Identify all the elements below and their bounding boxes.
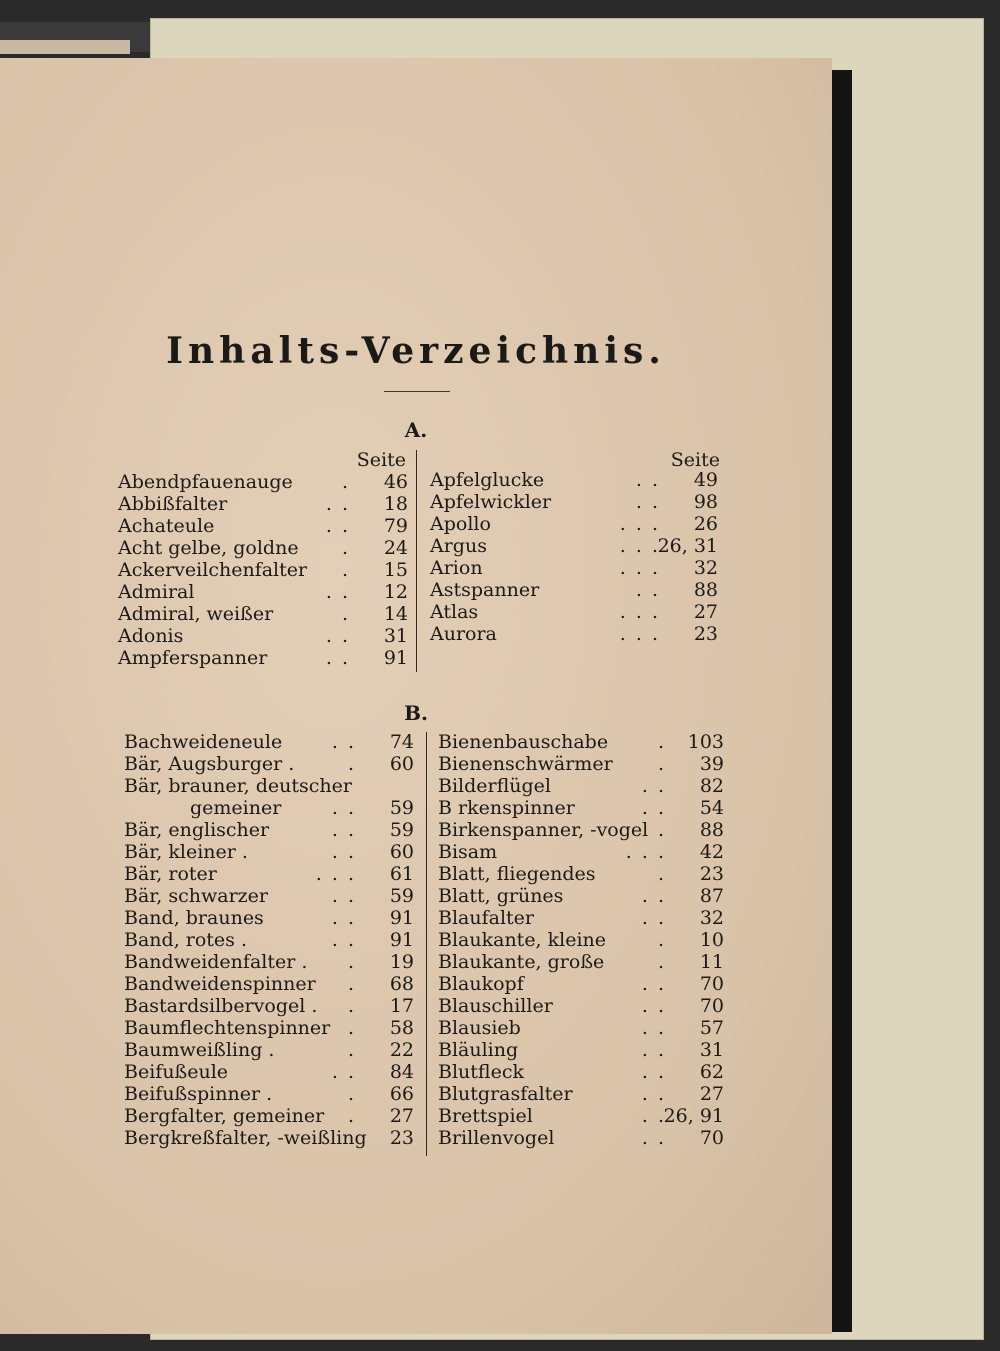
leader-dots: . . — [641, 775, 666, 797]
entry-name: Band, braunes — [124, 907, 264, 929]
entry-name: Atlas — [430, 601, 479, 623]
leader-dots: . . — [641, 885, 666, 907]
index-entry — [430, 491, 718, 513]
entry-name: Birkenspanner, -vogel — [438, 819, 649, 841]
section-letter-b: B. — [404, 701, 428, 725]
entry-page-number: 103 — [687, 731, 724, 753]
index-entry — [118, 581, 408, 603]
entry-page-number: 59 — [389, 819, 414, 841]
entry-page-number: 70 — [699, 973, 724, 995]
entry-page-number: 27 — [693, 601, 718, 623]
entry-name: Blaukante, kleine — [438, 929, 607, 951]
index-entry — [118, 493, 408, 515]
leader-dots: . . — [641, 1105, 666, 1127]
leader-dots: . . — [331, 929, 356, 951]
entry-page-number: 46 — [383, 471, 408, 493]
entry-page-number: 11 — [699, 951, 724, 973]
index-entry — [124, 1039, 414, 1061]
leader-dots: . . — [331, 731, 356, 753]
entry-page-number: 61 — [389, 863, 414, 885]
entry-page-number: 84 — [389, 1061, 414, 1083]
entry-name: Ackerveilchenfalter — [118, 559, 308, 581]
index-entry — [124, 841, 414, 863]
entry-name: Admiral — [118, 581, 195, 603]
entry-name: gemeiner — [190, 797, 282, 819]
entry-page-number: 26, 91 — [663, 1105, 724, 1127]
entry-name: Bachweideneule — [124, 731, 283, 753]
entry-name: Baumweißling . — [124, 1039, 275, 1061]
entry-page-number: 23 — [693, 623, 718, 645]
index-entry — [124, 1105, 414, 1127]
leader-dots: . . — [331, 885, 356, 907]
leader-dots: . — [347, 1083, 356, 1105]
entry-page-number: 91 — [389, 907, 414, 929]
entry-page-number: 27 — [699, 1083, 724, 1105]
index-entry — [118, 559, 408, 581]
leader-dots: . . — [641, 907, 666, 929]
entry-page-number: 17 — [389, 995, 414, 1017]
entry-name: Bienenbauschabe — [438, 731, 609, 753]
index-entry — [438, 753, 724, 775]
entry-name: Blaukante, große — [438, 951, 605, 973]
index-entry — [438, 775, 724, 797]
entry-page-number: 26 — [693, 513, 718, 535]
leader-dots: . — [341, 603, 350, 625]
section-b-left-list — [124, 731, 414, 1149]
index-entry — [124, 951, 414, 973]
entry-page-number: 74 — [389, 731, 414, 753]
index-entry — [124, 753, 414, 775]
entry-name: Aurora — [430, 623, 497, 645]
leader-dots: . — [347, 1039, 356, 1061]
entry-page-number: 88 — [693, 579, 718, 601]
leader-dots: . . — [325, 647, 350, 669]
entry-page-number: 42 — [699, 841, 724, 863]
index-entry — [438, 797, 724, 819]
entry-page-number: 98 — [693, 491, 718, 513]
entry-name: Bär, kleiner . — [124, 841, 248, 863]
entry-name: Brettspiel — [438, 1105, 533, 1127]
index-entry — [124, 1083, 414, 1105]
entry-page-number: 68 — [389, 973, 414, 995]
index-entry — [438, 1061, 724, 1083]
leader-dots: . . — [641, 1127, 666, 1149]
page-shadow — [830, 70, 852, 1332]
section-letter-a: A. — [404, 418, 428, 442]
index-entry — [438, 1127, 724, 1149]
entry-page-number: 82 — [699, 775, 724, 797]
leader-dots: . — [657, 731, 666, 753]
entry-name: Bilderflügel — [438, 775, 551, 797]
index-entry — [118, 471, 408, 493]
entry-name: Bär, schwarzer — [124, 885, 269, 907]
entry-name: Blutgrasfalter — [438, 1083, 573, 1105]
index-entry — [430, 623, 718, 645]
entry-page-number: 91 — [383, 647, 408, 669]
leader-dots: . . — [641, 1039, 666, 1061]
entry-page-number: 31 — [383, 625, 408, 647]
entry-page-number: 79 — [383, 515, 408, 537]
section-b-right-list — [438, 731, 724, 1149]
index-entry — [438, 1105, 724, 1127]
entry-page-number: 60 — [389, 753, 414, 775]
index-entry — [438, 973, 724, 995]
index-entry — [430, 513, 718, 535]
entry-name: Acht gelbe, goldne — [118, 537, 299, 559]
leader-dots: . — [657, 819, 666, 841]
entry-name: Blatt, fliegendes — [438, 863, 596, 885]
entry-page-number: 24 — [383, 537, 408, 559]
entry-name: Bläuling — [438, 1039, 519, 1061]
entry-page-number: 59 — [389, 797, 414, 819]
index-entry — [124, 863, 414, 885]
entry-name: Brillenvogel — [438, 1127, 555, 1149]
leader-dots: . — [347, 753, 356, 775]
index-entry — [124, 907, 414, 929]
index-entry — [430, 557, 718, 579]
entry-page-number: 14 — [383, 603, 408, 625]
index-entry — [438, 841, 724, 863]
entry-page-number: 32 — [693, 557, 718, 579]
entry-name: Arion — [430, 557, 483, 579]
leader-dots: . — [347, 973, 356, 995]
entry-page-number: 60 — [389, 841, 414, 863]
leader-dots: . — [347, 951, 356, 973]
index-entry — [118, 603, 408, 625]
entry-name: Bergkreßfalter, -weißling — [124, 1127, 367, 1149]
entry-name: Bisam — [438, 841, 498, 863]
leader-dots: . . . — [619, 535, 660, 557]
column-divider-b — [426, 732, 427, 1156]
index-entry — [430, 579, 718, 601]
leader-dots: . . — [635, 579, 660, 601]
leader-dots: . . — [325, 625, 350, 647]
entry-name: Adonis — [118, 625, 184, 647]
entry-page-number: 23 — [699, 863, 724, 885]
index-entry — [438, 863, 724, 885]
entry-name: Blaukopf — [438, 973, 524, 995]
entry-page-number: 57 — [699, 1017, 724, 1039]
index-entry — [430, 469, 718, 491]
entry-name: Bastardsilbervogel . — [124, 995, 318, 1017]
book-spine-strip — [0, 40, 130, 54]
title-rule — [384, 391, 450, 392]
entry-name: Achateule — [118, 515, 215, 537]
index-entry — [124, 995, 414, 1017]
index-entry — [438, 819, 724, 841]
page-title: Inhalts-Verzeichnis. — [166, 330, 666, 372]
leader-dots: . . . — [625, 841, 666, 863]
entry-page-number: 39 — [699, 753, 724, 775]
index-entry — [430, 601, 718, 623]
entry-page-number: 19 — [389, 951, 414, 973]
leader-dots: . . . — [619, 623, 660, 645]
index-entry — [438, 1083, 724, 1105]
entry-page-number: 88 — [699, 819, 724, 841]
entry-name: Blaufalter — [438, 907, 535, 929]
leader-dots: . — [341, 471, 350, 493]
entry-page-number: 70 — [699, 1127, 724, 1149]
index-entry — [118, 647, 408, 669]
entry-page-number: 10 — [699, 929, 724, 951]
entry-name: Argus — [430, 535, 487, 557]
entry-page-number: 62 — [699, 1061, 724, 1083]
entry-page-number: 18 — [383, 493, 408, 515]
leader-dots: . — [657, 951, 666, 973]
entry-page-number: 15 — [383, 559, 408, 581]
entry-page-number: 58 — [389, 1017, 414, 1039]
index-entry — [438, 951, 724, 973]
entry-page-number: 66 — [389, 1083, 414, 1105]
entry-name: Blutfleck — [438, 1061, 524, 1083]
entry-page-number: 23 — [389, 1127, 414, 1149]
entry-name: Astspanner — [430, 579, 540, 601]
leader-dots: . — [657, 863, 666, 885]
leader-dots: . . — [331, 907, 356, 929]
entry-name: Abbißfalter — [118, 493, 228, 515]
entry-page-number: 59 — [389, 885, 414, 907]
index-entry — [124, 797, 414, 819]
right-column-header: Seite — [670, 449, 720, 471]
entry-name: Apfelwickler — [430, 491, 552, 513]
index-entry — [124, 819, 414, 841]
leader-dots: . — [657, 929, 666, 951]
entry-page-number: 54 — [699, 797, 724, 819]
entry-page-number: 26, 31 — [657, 535, 718, 557]
leader-dots: . . — [325, 493, 350, 515]
index-entry — [438, 885, 724, 907]
leader-dots: . . . — [619, 601, 660, 623]
entry-page-number: 32 — [699, 907, 724, 929]
leader-dots: . . — [331, 819, 356, 841]
entry-name: Blatt, grünes — [438, 885, 564, 907]
leader-dots: . . . — [315, 863, 356, 885]
entry-page-number: 27 — [389, 1105, 414, 1127]
entry-name: Ampferspanner — [118, 647, 268, 669]
section-a-left-list — [118, 471, 408, 669]
leader-dots: . . — [325, 515, 350, 537]
entry-name: Band, rotes . — [124, 929, 247, 951]
entry-name: Apfelglucke — [430, 469, 545, 491]
leader-dots: . — [341, 537, 350, 559]
column-divider-a — [416, 450, 417, 672]
entry-name: B rkenspinner — [438, 797, 575, 819]
leader-dots: . . — [635, 491, 660, 513]
entry-name: Bandweidenfalter . — [124, 951, 308, 973]
index-entry — [118, 625, 408, 647]
leader-dots: . . . — [619, 557, 660, 579]
leader-dots: . . — [325, 581, 350, 603]
leader-dots: . . — [641, 973, 666, 995]
entry-name: Admiral, weißer — [118, 603, 274, 625]
entry-page-number: 12 — [383, 581, 408, 603]
left-column-header: Seite — [356, 449, 406, 471]
index-entry — [438, 731, 724, 753]
index-entry — [124, 1017, 414, 1039]
leader-dots: . . — [331, 1061, 356, 1083]
entry-name: Apollo — [430, 513, 491, 535]
index-entry — [438, 929, 724, 951]
leader-dots: . — [347, 1017, 356, 1039]
entry-name: Bär, Augsburger . — [124, 753, 295, 775]
entry-page-number: 91 — [389, 929, 414, 951]
entry-name: Bergfalter, gemeiner — [124, 1105, 325, 1127]
index-entry — [438, 1039, 724, 1061]
entry-page-number: 87 — [699, 885, 724, 907]
leader-dots: . — [341, 559, 350, 581]
entry-name: Bär, englischer — [124, 819, 270, 841]
entry-name: Blausieb — [438, 1017, 521, 1039]
index-entry — [118, 515, 408, 537]
leader-dots: . . — [641, 1083, 666, 1105]
index-entry — [438, 995, 724, 1017]
leader-dots: . . — [641, 1017, 666, 1039]
entry-name: Bandweidenspinner — [124, 973, 316, 995]
entry-page-number: 49 — [693, 469, 718, 491]
leader-dots: . . — [641, 797, 666, 819]
entry-name: Beifußspinner . — [124, 1083, 273, 1105]
index-entry — [438, 907, 724, 929]
leader-dots: . . — [641, 1061, 666, 1083]
leader-dots: . . — [331, 797, 356, 819]
leader-dots: . . — [331, 841, 356, 863]
book-page — [0, 58, 832, 1334]
index-entry — [124, 973, 414, 995]
leader-dots: . — [347, 1105, 356, 1127]
entry-page-number: 31 — [699, 1039, 724, 1061]
entry-name: Bär, roter — [124, 863, 217, 885]
entry-page-number: 22 — [389, 1039, 414, 1061]
index-entry — [430, 535, 718, 557]
entry-name: Baumflechtenspinner — [124, 1017, 331, 1039]
index-entry — [124, 929, 414, 951]
leader-dots: . . — [635, 469, 660, 491]
index-entry — [118, 537, 408, 559]
leader-dots: . — [347, 995, 356, 1017]
section-a-right-list — [430, 469, 718, 645]
leader-dots: . . — [641, 995, 666, 1017]
index-entry — [124, 775, 414, 797]
index-entry — [124, 1127, 414, 1149]
leader-dots: . . . — [619, 513, 660, 535]
index-entry — [438, 1017, 724, 1039]
entry-name: Bär, brauner, deutscher — [124, 775, 352, 797]
entry-name: Beifußeule — [124, 1061, 229, 1083]
index-entry — [124, 885, 414, 907]
leader-dots: . — [657, 753, 666, 775]
index-entry — [124, 731, 414, 753]
entry-name: Blauschiller — [438, 995, 553, 1017]
entry-name: Abendpfauenauge — [118, 471, 293, 493]
entry-page-number: 70 — [699, 995, 724, 1017]
entry-name: Bienenschwärmer — [438, 753, 613, 775]
index-entry — [124, 1061, 414, 1083]
